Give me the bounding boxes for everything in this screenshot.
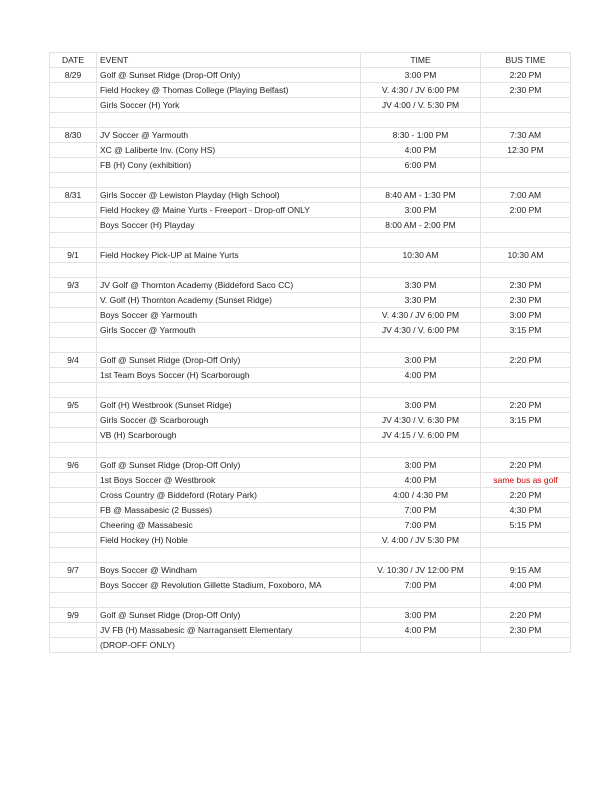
event-cell: Boys Soccer @ Yarmouth <box>97 308 361 323</box>
date-cell <box>50 173 97 188</box>
time-cell: 4:00 PM <box>361 368 481 383</box>
event-cell <box>97 593 361 608</box>
bus-time-cell <box>481 233 571 248</box>
bus-time-cell <box>481 218 571 233</box>
bus-time-cell <box>481 173 571 188</box>
table-row <box>50 623 571 638</box>
bus-time-cell: 2:20 PM <box>481 608 571 623</box>
table-row <box>50 173 571 188</box>
table-row <box>50 203 571 218</box>
event-cell: Girls Soccer @ Yarmouth <box>97 323 361 338</box>
bus-time-cell <box>481 548 571 563</box>
table-row <box>50 233 571 248</box>
header-row <box>50 53 571 68</box>
bus-time-cell <box>481 383 571 398</box>
bus-time-cell: 3:15 PM <box>481 323 571 338</box>
time-cell <box>361 263 481 278</box>
time-cell <box>361 233 481 248</box>
event-cell: Golf @ Sunset Ridge (Drop-Off Only) <box>97 353 361 368</box>
time-cell <box>361 548 481 563</box>
event-cell: FB @ Massabesic (2 Busses) <box>97 503 361 518</box>
table-row <box>50 278 571 293</box>
bus-time-cell: 2:20 PM <box>481 68 571 83</box>
event-cell: FB (H) Cony (exhibition) <box>97 158 361 173</box>
date-cell <box>50 518 97 533</box>
event-cell: Cheering @ Massabesic <box>97 518 361 533</box>
date-cell <box>50 83 97 98</box>
event-cell: Field Hockey @ Maine Yurts - Freeport - Drop-off ONLY <box>97 203 361 218</box>
bus-time-cell: 3:15 PM <box>481 413 571 428</box>
bus-time-cell: 2:20 PM <box>481 488 571 503</box>
table-row <box>50 143 571 158</box>
bus-time-cell: 3:00 PM <box>481 308 571 323</box>
time-cell: 8:40 AM - 1:30 PM <box>361 188 481 203</box>
table-row <box>50 638 571 653</box>
table-row <box>50 263 571 278</box>
bus-time-cell <box>481 338 571 353</box>
table-row <box>50 113 571 128</box>
time-cell: 8:30 - 1:00 PM <box>361 128 481 143</box>
bus-time-cell: 2:00 PM <box>481 203 571 218</box>
table-row <box>50 158 571 173</box>
event-cell: JV Soccer @ Yarmouth <box>97 128 361 143</box>
time-cell: 3:00 PM <box>361 203 481 218</box>
date-cell <box>50 323 97 338</box>
time-cell: 3:00 PM <box>361 353 481 368</box>
date-cell <box>50 548 97 563</box>
event-cell: JV Golf @ Thornton Academy (Biddeford Saco CC) <box>97 278 361 293</box>
table-row <box>50 533 571 548</box>
table-row <box>50 368 571 383</box>
event-cell: XC @ Laliberte Inv. (Cony HS) <box>97 143 361 158</box>
date-cell: 9/6 <box>50 458 97 473</box>
date-cell <box>50 488 97 503</box>
event-cell: 1st Boys Soccer @ Westbrook <box>97 473 361 488</box>
date-cell <box>50 638 97 653</box>
date-cell <box>50 428 97 443</box>
table-row <box>50 248 571 263</box>
date-cell: 8/30 <box>50 128 97 143</box>
time-cell: 10:30 AM <box>361 248 481 263</box>
table-row <box>50 413 571 428</box>
date-cell <box>50 503 97 518</box>
time-cell: JV 4:00 / V. 5:30 PM <box>361 98 481 113</box>
bus-time-cell: 2:20 PM <box>481 353 571 368</box>
bus-time-cell <box>481 158 571 173</box>
event-cell: Boys Soccer @ Revolution Gillette Stadium, Foxoboro, MA <box>97 578 361 593</box>
bus-time-cell: 5:15 PM <box>481 518 571 533</box>
table-row <box>50 458 571 473</box>
time-cell: 4:00 / 4:30 PM <box>361 488 481 503</box>
table-row <box>50 128 571 143</box>
bus-time-cell <box>481 113 571 128</box>
table-row <box>50 218 571 233</box>
bus-time-cell <box>481 533 571 548</box>
table-row <box>50 398 571 413</box>
table-row <box>50 428 571 443</box>
bus-time-cell: same bus as golf <box>481 473 571 488</box>
bus-time-cell <box>481 638 571 653</box>
date-cell: 8/29 <box>50 68 97 83</box>
bus-time-cell: 4:30 PM <box>481 503 571 518</box>
time-cell: 3:00 PM <box>361 458 481 473</box>
event-cell: Boys Soccer (H) Playday <box>97 218 361 233</box>
time-cell <box>361 383 481 398</box>
bus-time-cell: 2:30 PM <box>481 623 571 638</box>
event-cell: Girls Soccer @ Scarborough <box>97 413 361 428</box>
table-row <box>50 608 571 623</box>
time-cell <box>361 338 481 353</box>
date-cell: 9/1 <box>50 248 97 263</box>
time-cell: 3:00 PM <box>361 398 481 413</box>
event-cell: Field Hockey Pick-UP at Maine Yurts <box>97 248 361 263</box>
bus-time-cell: 2:30 PM <box>481 83 571 98</box>
date-cell <box>50 578 97 593</box>
event-cell <box>97 338 361 353</box>
date-cell <box>50 473 97 488</box>
time-cell: V. 4:30 / JV 6:00 PM <box>361 83 481 98</box>
time-cell: 7:00 PM <box>361 578 481 593</box>
event-cell: VB (H) Scarborough <box>97 428 361 443</box>
event-cell <box>97 173 361 188</box>
date-cell <box>50 383 97 398</box>
date-cell <box>50 293 97 308</box>
event-cell: Girls Soccer (H) York <box>97 98 361 113</box>
time-cell <box>361 113 481 128</box>
time-cell: 7:00 PM <box>361 503 481 518</box>
date-cell <box>50 308 97 323</box>
time-cell: 4:00 PM <box>361 623 481 638</box>
date-cell: 8/31 <box>50 188 97 203</box>
table-row <box>50 563 571 578</box>
time-cell: V. 10:30 / JV 12:00 PM <box>361 563 481 578</box>
date-cell <box>50 338 97 353</box>
table-row <box>50 443 571 458</box>
event-cell: (DROP-OFF ONLY) <box>97 638 361 653</box>
table-row <box>50 503 571 518</box>
time-cell: 4:00 PM <box>361 143 481 158</box>
bus-time-cell: 9:15 AM <box>481 563 571 578</box>
table-row <box>50 353 571 368</box>
time-cell <box>361 443 481 458</box>
bus-time-cell: 2:30 PM <box>481 293 571 308</box>
bus-time-cell <box>481 428 571 443</box>
time-cell: 3:00 PM <box>361 608 481 623</box>
bus-time-cell: 7:30 AM <box>481 128 571 143</box>
table-row <box>50 308 571 323</box>
bus-time-cell: 2:20 PM <box>481 398 571 413</box>
event-cell: Girls Soccer @ Lewiston Playday (High School) <box>97 188 361 203</box>
event-cell: 1st Team Boys Soccer (H) Scarborough <box>97 368 361 383</box>
date-cell <box>50 113 97 128</box>
time-cell: JV 4:30 / V. 6:30 PM <box>361 413 481 428</box>
time-cell: JV 4:15 / V. 6:00 PM <box>361 428 481 443</box>
event-cell: V. Golf (H) Thornton Academy (Sunset Ridge) <box>97 293 361 308</box>
time-cell <box>361 173 481 188</box>
date-cell <box>50 368 97 383</box>
time-cell: 7:00 PM <box>361 518 481 533</box>
table-row <box>50 188 571 203</box>
bus-time-cell: 2:30 PM <box>481 278 571 293</box>
bus-time-cell: 10:30 AM <box>481 248 571 263</box>
event-cell <box>97 113 361 128</box>
date-cell <box>50 203 97 218</box>
date-cell <box>50 413 97 428</box>
bus-time-cell <box>481 263 571 278</box>
header-event: EVENT <box>97 53 361 68</box>
event-cell: Cross Country @ Biddeford (Rotary Park) <box>97 488 361 503</box>
date-cell <box>50 233 97 248</box>
header-date: DATE <box>50 53 97 68</box>
table-row <box>50 473 571 488</box>
time-cell: 3:00 PM <box>361 68 481 83</box>
event-cell <box>97 233 361 248</box>
time-cell: 3:30 PM <box>361 278 481 293</box>
time-cell: 8:00 AM - 2:00 PM <box>361 218 481 233</box>
date-cell <box>50 533 97 548</box>
event-cell: Field Hockey (H) Noble <box>97 533 361 548</box>
time-cell: V. 4:00 / JV 5:30 PM <box>361 533 481 548</box>
event-cell <box>97 548 361 563</box>
event-cell: Golf (H) Westbrook (Sunset Ridge) <box>97 398 361 413</box>
date-cell <box>50 98 97 113</box>
date-cell: 9/9 <box>50 608 97 623</box>
event-cell: Field Hockey @ Thomas College (Playing Belfast) <box>97 83 361 98</box>
bus-time-cell <box>481 443 571 458</box>
time-cell: 3:30 PM <box>361 293 481 308</box>
table-row <box>50 518 571 533</box>
table-row <box>50 338 571 353</box>
bus-time-cell: 2:20 PM <box>481 458 571 473</box>
bus-time-cell: 4:00 PM <box>481 578 571 593</box>
header-bus-time: BUS TIME <box>481 53 571 68</box>
event-cell <box>97 263 361 278</box>
event-cell: Golf @ Sunset Ridge (Drop-Off Only) <box>97 608 361 623</box>
table-row <box>50 383 571 398</box>
date-cell <box>50 443 97 458</box>
table-row <box>50 488 571 503</box>
header-time: TIME <box>361 53 481 68</box>
event-cell <box>97 443 361 458</box>
event-cell: Golf @ Sunset Ridge (Drop-Off Only) <box>97 68 361 83</box>
time-cell: 6:00 PM <box>361 158 481 173</box>
event-cell: JV FB (H) Massabesic @ Narragansett Elementary <box>97 623 361 638</box>
date-cell: 9/4 <box>50 353 97 368</box>
date-cell <box>50 593 97 608</box>
time-cell: JV 4:30 / V. 6:00 PM <box>361 323 481 338</box>
table-row <box>50 293 571 308</box>
time-cell <box>361 638 481 653</box>
bus-time-cell <box>481 368 571 383</box>
date-cell: 9/5 <box>50 398 97 413</box>
date-cell <box>50 263 97 278</box>
time-cell: V. 4:30 / JV 6:00 PM <box>361 308 481 323</box>
date-cell <box>50 158 97 173</box>
table-row <box>50 98 571 113</box>
event-cell: Boys Soccer @ Windham <box>97 563 361 578</box>
table-row <box>50 83 571 98</box>
date-cell <box>50 623 97 638</box>
date-cell <box>50 143 97 158</box>
table-row <box>50 593 571 608</box>
schedule-table <box>49 52 571 653</box>
time-cell <box>361 593 481 608</box>
table-row <box>50 578 571 593</box>
bus-time-cell <box>481 593 571 608</box>
date-cell: 9/3 <box>50 278 97 293</box>
table-row <box>50 323 571 338</box>
event-cell: Golf @ Sunset Ridge (Drop-Off Only) <box>97 458 361 473</box>
table-row <box>50 68 571 83</box>
bus-time-cell <box>481 98 571 113</box>
event-cell <box>97 383 361 398</box>
date-cell: 9/7 <box>50 563 97 578</box>
bus-time-cell: 12:30 PM <box>481 143 571 158</box>
time-cell: 4:00 PM <box>361 473 481 488</box>
table-row <box>50 548 571 563</box>
date-cell <box>50 218 97 233</box>
bus-time-cell: 7:00 AM <box>481 188 571 203</box>
